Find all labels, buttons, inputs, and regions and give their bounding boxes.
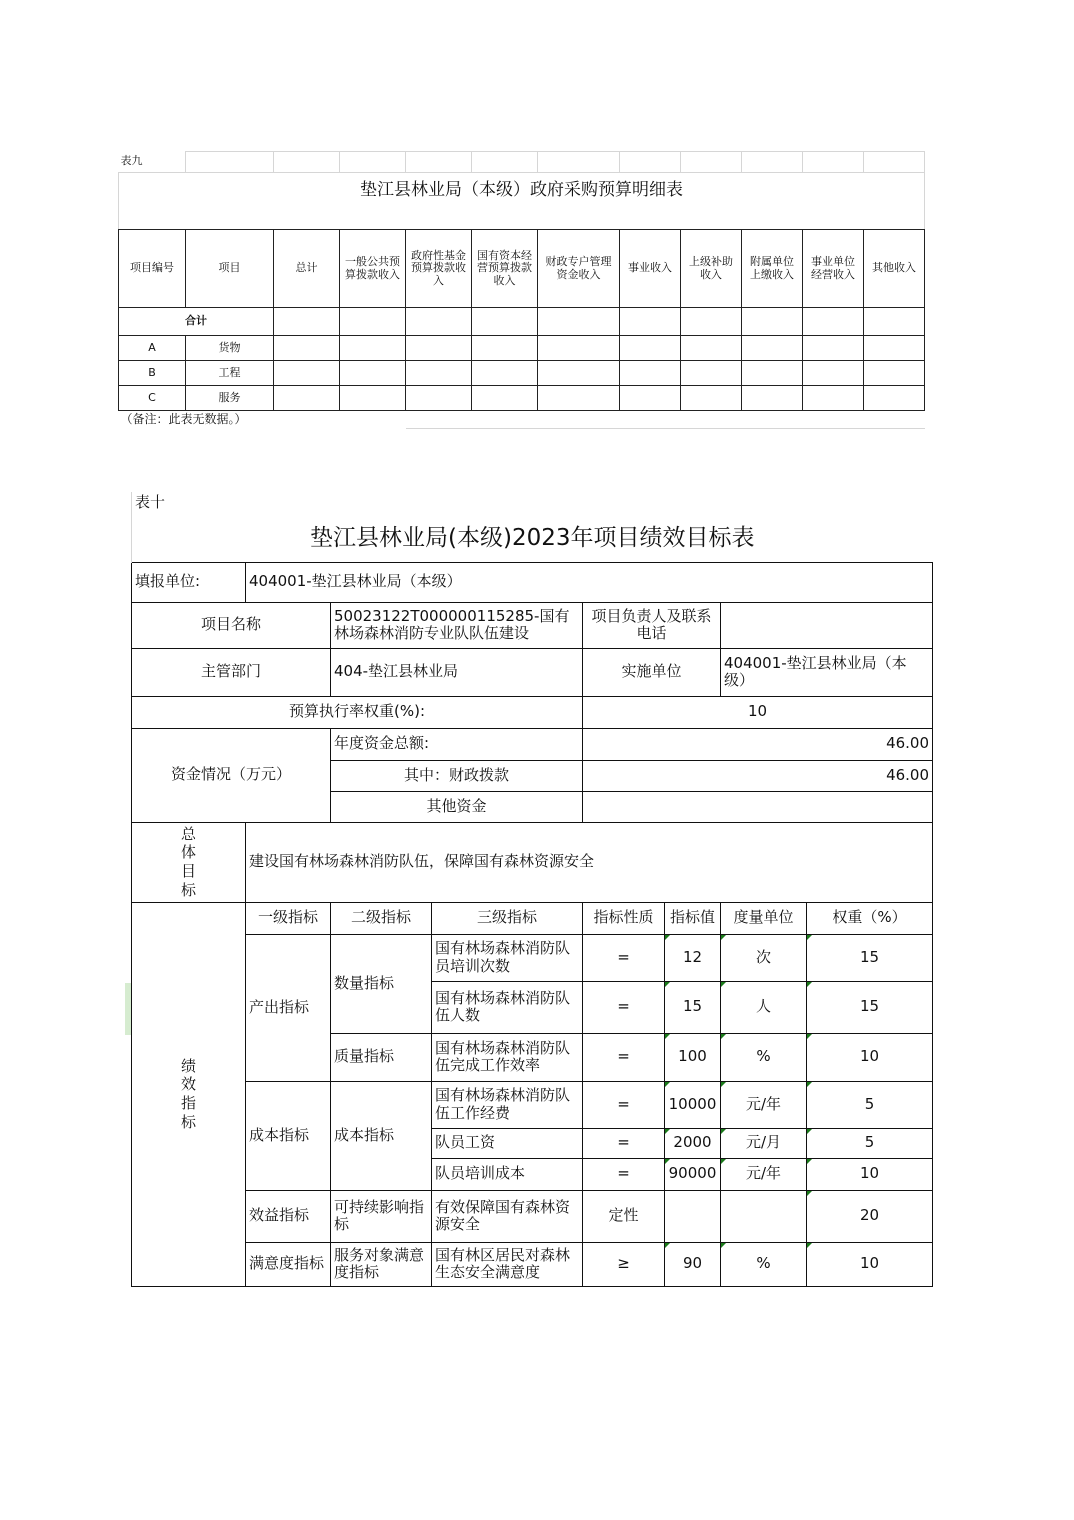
table-row xyxy=(132,1081,933,1128)
col-header: 三级指标 xyxy=(432,902,583,934)
procurement-budget-table xyxy=(118,151,925,429)
indicator-value: 10000 xyxy=(665,1081,721,1128)
goal-label xyxy=(132,822,246,902)
col-header: 附属单位上缴收入 xyxy=(742,230,803,308)
table-row xyxy=(119,361,925,386)
col-header: 指标性质 xyxy=(583,902,665,934)
indicator-name: 有效保障国有森林资源安全 xyxy=(432,1190,583,1242)
total-label: 合计 xyxy=(119,308,274,336)
table9-note: （备注：此表无数据。） xyxy=(120,411,247,426)
indicator-unit: 人 xyxy=(721,981,807,1033)
table-row xyxy=(119,336,925,361)
col-header: 上级补助收入 xyxy=(681,230,742,308)
table9-title: 垫江县林业局（本级）政府采购预算明细表 xyxy=(119,173,925,210)
indicator-name: 队员培训成本 xyxy=(432,1158,583,1190)
indicator-weight: 15 xyxy=(807,981,933,1033)
table-row xyxy=(132,1242,933,1286)
indicator-unit: % xyxy=(721,1033,807,1081)
indicator-nature: = xyxy=(583,1128,665,1158)
table10-title: 垫江县林业局(本级)2023年项目绩效目标表 xyxy=(132,514,933,562)
table10-label: 表十 xyxy=(132,492,933,514)
indicator-value: 2000 xyxy=(665,1128,721,1158)
fill-unit-value: 404001-垫江县林业局（本级） xyxy=(246,562,933,602)
contact-label: 项目负责人及联系电话 xyxy=(583,602,721,648)
level1-cost: 成本指标 xyxy=(246,1081,331,1190)
col-header: 总计 xyxy=(274,230,340,308)
fund-label: 资金情况（万元） xyxy=(132,728,331,822)
indicator-weight: 10 xyxy=(807,1033,933,1081)
col-header: 国有资本经营预算拨款收入 xyxy=(472,230,538,308)
indicator-value xyxy=(665,1190,721,1242)
col-header: 其他收入 xyxy=(864,230,925,308)
level2-sustainable: 可持续影响指标 xyxy=(331,1190,432,1242)
row-item: 服务 xyxy=(186,386,274,411)
project-name-label: 项目名称 xyxy=(132,602,331,648)
fund-other-label: 其他资金 xyxy=(331,791,583,822)
weight-value: 10 xyxy=(583,696,933,728)
level2-quantity: 数量指标 xyxy=(331,934,432,1033)
row-code: A xyxy=(119,336,186,361)
dept-label: 主管部门 xyxy=(132,648,331,696)
indicator-weight: 20 xyxy=(807,1190,933,1242)
level2-cost: 成本指标 xyxy=(331,1081,432,1190)
indicator-unit: 元/月 xyxy=(721,1128,807,1158)
indicator-value: 100 xyxy=(665,1033,721,1081)
project-name-value: 50023122T000000115285-国有林场森林消防专业队队伍建设 xyxy=(331,602,583,648)
goal-label-text: 总体目标 xyxy=(181,824,197,899)
indicator-unit: 元/年 xyxy=(721,1158,807,1190)
col-header: 二级指标 xyxy=(331,902,432,934)
dept-value: 404-垫江县林业局 xyxy=(331,648,583,696)
indicator-name: 国有林场森林消防队员培训次数 xyxy=(432,934,583,981)
contact-value xyxy=(721,602,933,648)
indicator-value: 90 xyxy=(665,1242,721,1286)
fund-fin-value: 46.00 xyxy=(583,760,933,791)
indicator-nature: = xyxy=(583,1033,665,1081)
row-code: B xyxy=(119,361,186,386)
col-header: 财政专户管理资金收入 xyxy=(538,230,620,308)
table-row xyxy=(132,1190,933,1242)
col-header: 指标值 xyxy=(665,902,721,934)
indicator-nature: ≥ xyxy=(583,1242,665,1286)
indicator-value: 90000 xyxy=(665,1158,721,1190)
performance-target-table xyxy=(131,492,933,1287)
table9-total-row xyxy=(119,308,925,336)
indicator-value: 15 xyxy=(665,981,721,1033)
level1-satisfaction: 满意度指标 xyxy=(246,1242,331,1286)
col-header: 项目编号 xyxy=(119,230,186,308)
col-header: 事业收入 xyxy=(620,230,681,308)
indicator-nature: = xyxy=(583,934,665,981)
indicator-unit: 次 xyxy=(721,934,807,981)
row-code: C xyxy=(119,386,186,411)
level2-quality: 质量指标 xyxy=(331,1033,432,1081)
level1-output: 产出指标 xyxy=(246,934,331,1081)
perf-label xyxy=(132,902,246,1286)
indicator-name: 国有林场森林消防队伍人数 xyxy=(432,981,583,1033)
col-header: 权重（%） xyxy=(807,902,933,934)
fund-fin-label: 其中：财政拨款 xyxy=(331,760,583,791)
fill-unit-label: 填报单位: xyxy=(132,562,246,602)
impl-label: 实施单位 xyxy=(583,648,721,696)
level1-benefit: 效益指标 xyxy=(246,1190,331,1242)
indicator-nature: = xyxy=(583,981,665,1033)
fund-other-value xyxy=(583,791,933,822)
col-header: 度量单位 xyxy=(721,902,807,934)
fund-total-label: 年度资金总额: xyxy=(331,728,583,760)
indicator-unit xyxy=(721,1190,807,1242)
indicator-nature: = xyxy=(583,1081,665,1128)
weight-label: 预算执行率权重(%): xyxy=(132,696,583,728)
table9-label: 表九 xyxy=(120,154,143,168)
indicator-weight: 10 xyxy=(807,1242,933,1286)
col-header: 事业单位经营收入 xyxy=(803,230,864,308)
fund-total-value: 46.00 xyxy=(583,728,933,760)
table-row xyxy=(119,386,925,411)
table-row xyxy=(132,934,933,981)
indicator-name: 国有林场森林消防队伍工作经费 xyxy=(432,1081,583,1128)
row-item: 货物 xyxy=(186,336,274,361)
indicator-unit: % xyxy=(721,1242,807,1286)
indicator-value: 12 xyxy=(665,934,721,981)
col-header: 项目 xyxy=(186,230,274,308)
col-header: 政府性基金预算拨款收入 xyxy=(406,230,472,308)
indicator-weight: 5 xyxy=(807,1128,933,1158)
indicator-name: 队员工资 xyxy=(432,1128,583,1158)
indicator-weight: 10 xyxy=(807,1158,933,1190)
indicator-name: 国有林区居民对森林生态安全满意度 xyxy=(432,1242,583,1286)
indicator-name: 国有林场森林消防队伍完成工作效率 xyxy=(432,1033,583,1081)
col-header: 一般公共预算拨款收入 xyxy=(340,230,406,308)
col-header: 一级指标 xyxy=(246,902,331,934)
indicator-unit: 元/年 xyxy=(721,1081,807,1128)
goal-value: 建设国有林场森林消防队伍，保障国有森林资源安全 xyxy=(246,822,933,902)
level2-service-satisfaction: 服务对象满意度指标 xyxy=(331,1242,432,1286)
table9-header-row xyxy=(119,230,925,308)
perf-header-row xyxy=(132,902,933,934)
row-item: 工程 xyxy=(186,361,274,386)
indicator-weight: 5 xyxy=(807,1081,933,1128)
impl-value: 404001-垫江县林业局（本级） xyxy=(721,648,933,696)
indicator-nature: 定性 xyxy=(583,1190,665,1242)
indicator-weight: 15 xyxy=(807,934,933,981)
perf-label-text: 绩效指标 xyxy=(181,1056,197,1131)
indicator-nature: = xyxy=(583,1158,665,1190)
